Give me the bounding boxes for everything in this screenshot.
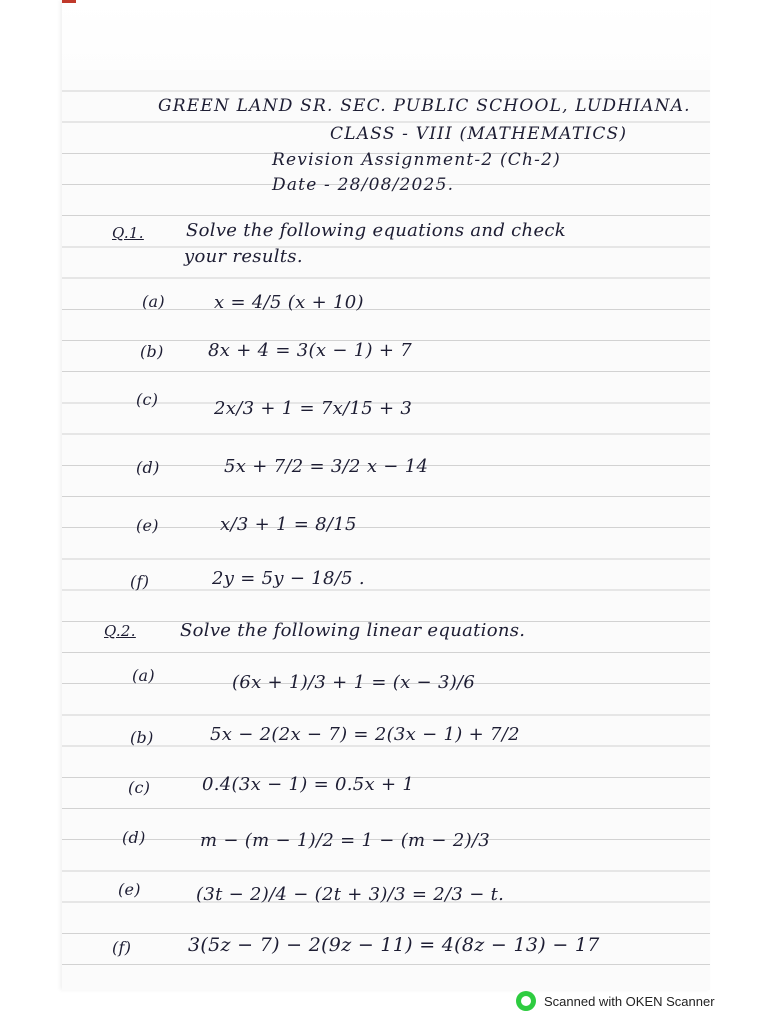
q1-label: Q.1. — [112, 224, 144, 242]
q1-instruction-line1: Solve the following equations and check — [186, 220, 566, 241]
q1-part-e-equation: x/3 + 1 = 8/15 — [220, 514, 357, 535]
assignment-date: Date - 28/08/2025. — [272, 175, 455, 195]
scanner-watermark — [516, 990, 715, 1012]
q1-part-c-label: (c) — [136, 390, 159, 409]
q2-part-c-equation: 0.4(3x − 1) = 0.5x + 1 — [202, 774, 415, 795]
q2-part-e-label: (e) — [118, 880, 141, 899]
oken-scanner-icon — [516, 991, 536, 1011]
q1-part-b-equation: 8x + 4 = 3(x − 1) + 7 — [208, 340, 413, 361]
q2-part-e-equation: (3t − 2)/4 − (2t + 3)/3 = 2/3 − t. — [196, 884, 505, 905]
q2-part-d-equation: m − (m − 1)/2 = 1 − (m − 2)/3 — [200, 830, 491, 851]
q1-part-e-label: (e) — [136, 516, 159, 535]
q1-part-b-label: (b) — [140, 342, 164, 361]
page-corner-mark — [62, 0, 76, 3]
q1-part-a-equation: x = 4/5 (x + 10) — [214, 292, 364, 313]
q1-part-c-equation: 2x/3 + 1 = 7x/15 + 3 — [214, 398, 413, 419]
q1-part-a-label: (a) — [142, 292, 165, 311]
q2-part-d-label: (d) — [122, 828, 146, 847]
q2-part-b-equation: 5x − 2(2x − 7) = 2(3x − 1) + 7/2 — [210, 724, 520, 745]
q2-label: Q.2. — [104, 622, 136, 640]
q2-part-f-equation: 3(5z − 7) − 2(9z − 11) = 4(8z − 13) − 17 — [188, 934, 600, 956]
q1-part-f-equation: 2y = 5y − 18/5 . — [212, 568, 365, 589]
q2-part-a-label: (a) — [132, 666, 155, 685]
q1-part-f-label: (f) — [130, 572, 150, 591]
q2-part-a-equation: (6x + 1)/3 + 1 = (x − 3)/6 — [232, 672, 476, 693]
assignment-title: Revision Assignment-2 (Ch-2) — [272, 150, 561, 170]
school-name: GREEN LAND SR. SEC. PUBLIC SCHOOL, LUDHIANA. — [158, 96, 691, 116]
q1-instruction-line2: your results. — [184, 246, 303, 267]
q2-instruction: Solve the following linear equations. — [180, 620, 526, 641]
q2-part-c-label: (c) — [128, 778, 151, 797]
class-line: CLASS - VIII (MATHEMATICS) — [330, 124, 628, 144]
q1-part-d-label: (d) — [136, 458, 160, 477]
q2-part-b-label: (b) — [130, 728, 154, 747]
q2-part-f-label: (f) — [112, 938, 132, 957]
scanner-text: Scanned with OKEN Scanner — [544, 993, 715, 1009]
q1-part-d-equation: 5x + 7/2 = 3/2 x − 14 — [224, 456, 429, 477]
